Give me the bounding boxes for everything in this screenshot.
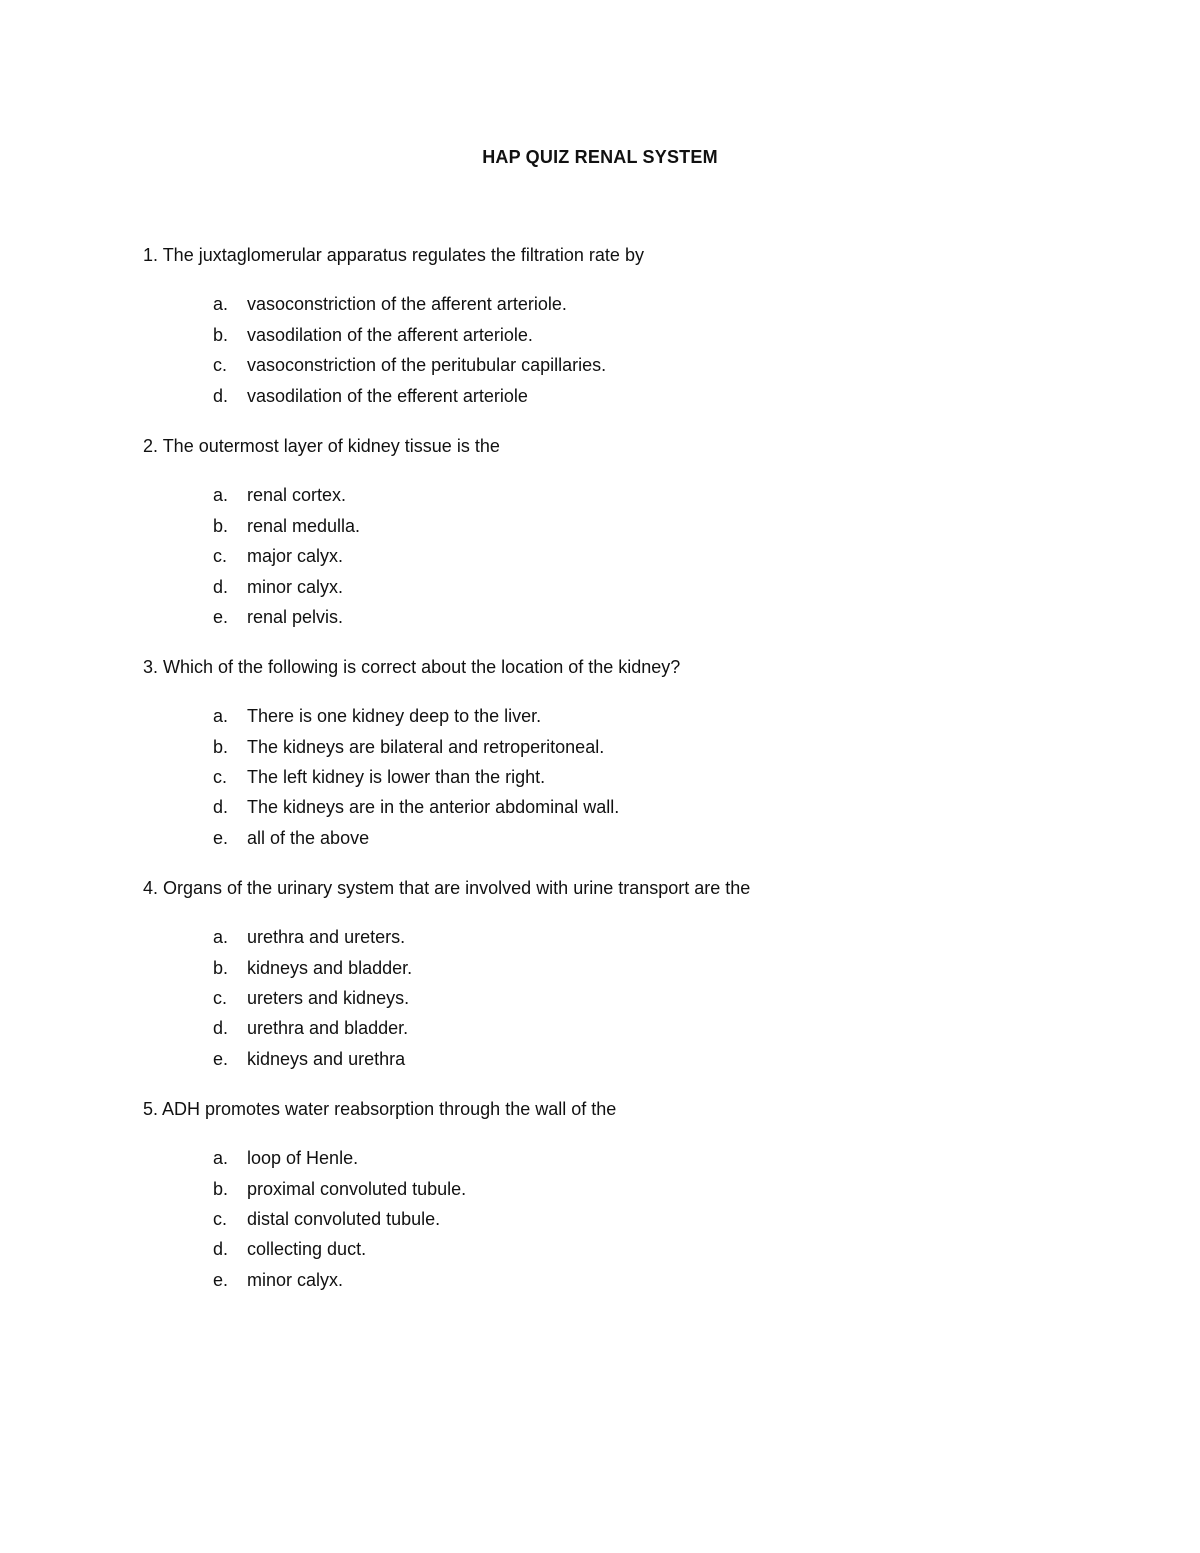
option-letter: b.	[213, 958, 229, 978]
option-text: major calyx.	[247, 546, 344, 566]
option-letter: c.	[213, 767, 228, 787]
option-text: collecting duct.	[247, 1239, 367, 1259]
option-letter: b.	[213, 1179, 229, 1199]
option-text: urethra and bladder.	[247, 1018, 409, 1038]
option-text: all of the above	[247, 828, 370, 848]
option-letter: d.	[213, 577, 229, 597]
option-letter: d.	[213, 1018, 229, 1038]
question-1: 1. The juxtaglomerular apparatus regulates the filtration rate by	[143, 245, 644, 265]
option-letter: b.	[213, 737, 229, 757]
option-text: ureters and kidneys.	[247, 988, 410, 1008]
option-text: urethra and ureters.	[247, 927, 406, 947]
option-text: kidneys and bladder.	[247, 958, 413, 978]
option-letter: a.	[213, 706, 229, 726]
option-letter: e.	[213, 1049, 229, 1069]
option-text: loop of Henle.	[247, 1148, 359, 1168]
option-text: The kidneys are bilateral and retroperitoneal.	[247, 737, 605, 757]
option-text: The left kidney is lower than the right.	[247, 767, 546, 787]
option-text: The kidneys are in the anterior abdominal wall.	[247, 797, 620, 817]
option-letter: a.	[213, 927, 229, 947]
option-text: kidneys and urethra	[247, 1049, 406, 1069]
option-text: minor calyx.	[247, 1270, 344, 1290]
option-text: There is one kidney deep to the liver.	[247, 706, 542, 726]
option-text: renal pelvis.	[247, 607, 344, 627]
option-text: vasoconstriction of the afferent arteriole.	[247, 294, 567, 314]
question-2: 2. The outermost layer of kidney tissue is the	[143, 436, 500, 456]
option-letter: a.	[213, 294, 229, 314]
option-letter: b.	[213, 516, 229, 536]
option-text: distal convoluted tubule.	[247, 1209, 441, 1229]
question-4: 4. Organs of the urinary system that are involved with urine transport are the	[143, 878, 751, 898]
option-text: vasodilation of the afferent arteriole.	[247, 325, 533, 345]
option-letter: d.	[213, 386, 229, 406]
option-letter: a.	[213, 485, 229, 505]
option-text: minor calyx.	[247, 577, 344, 597]
option-letter: b.	[213, 325, 229, 345]
option-letter: c.	[213, 988, 228, 1008]
option-letter: c.	[213, 546, 228, 566]
option-letter: e.	[213, 828, 229, 848]
question-5: 5. ADH promotes water reabsorption through the wall of the	[143, 1099, 617, 1119]
option-letter: c.	[213, 355, 228, 375]
option-letter: c.	[213, 1209, 228, 1229]
option-letter: e.	[213, 607, 229, 627]
page-title: HAP QUIZ RENAL SYSTEM	[482, 147, 718, 167]
option-text: proximal convoluted tubule.	[247, 1179, 467, 1199]
option-text: vasodilation of the efferent arteriole	[247, 386, 528, 406]
option-text: renal medulla.	[247, 516, 361, 536]
question-3: 3. Which of the following is correct about the location of the kidney?	[143, 657, 681, 677]
option-letter: e.	[213, 1270, 229, 1290]
option-letter: a.	[213, 1148, 229, 1168]
option-letter: d.	[213, 797, 229, 817]
option-text: renal cortex.	[247, 485, 347, 505]
option-letter: d.	[213, 1239, 229, 1259]
option-text: vasoconstriction of the peritubular capillaries.	[247, 355, 607, 375]
